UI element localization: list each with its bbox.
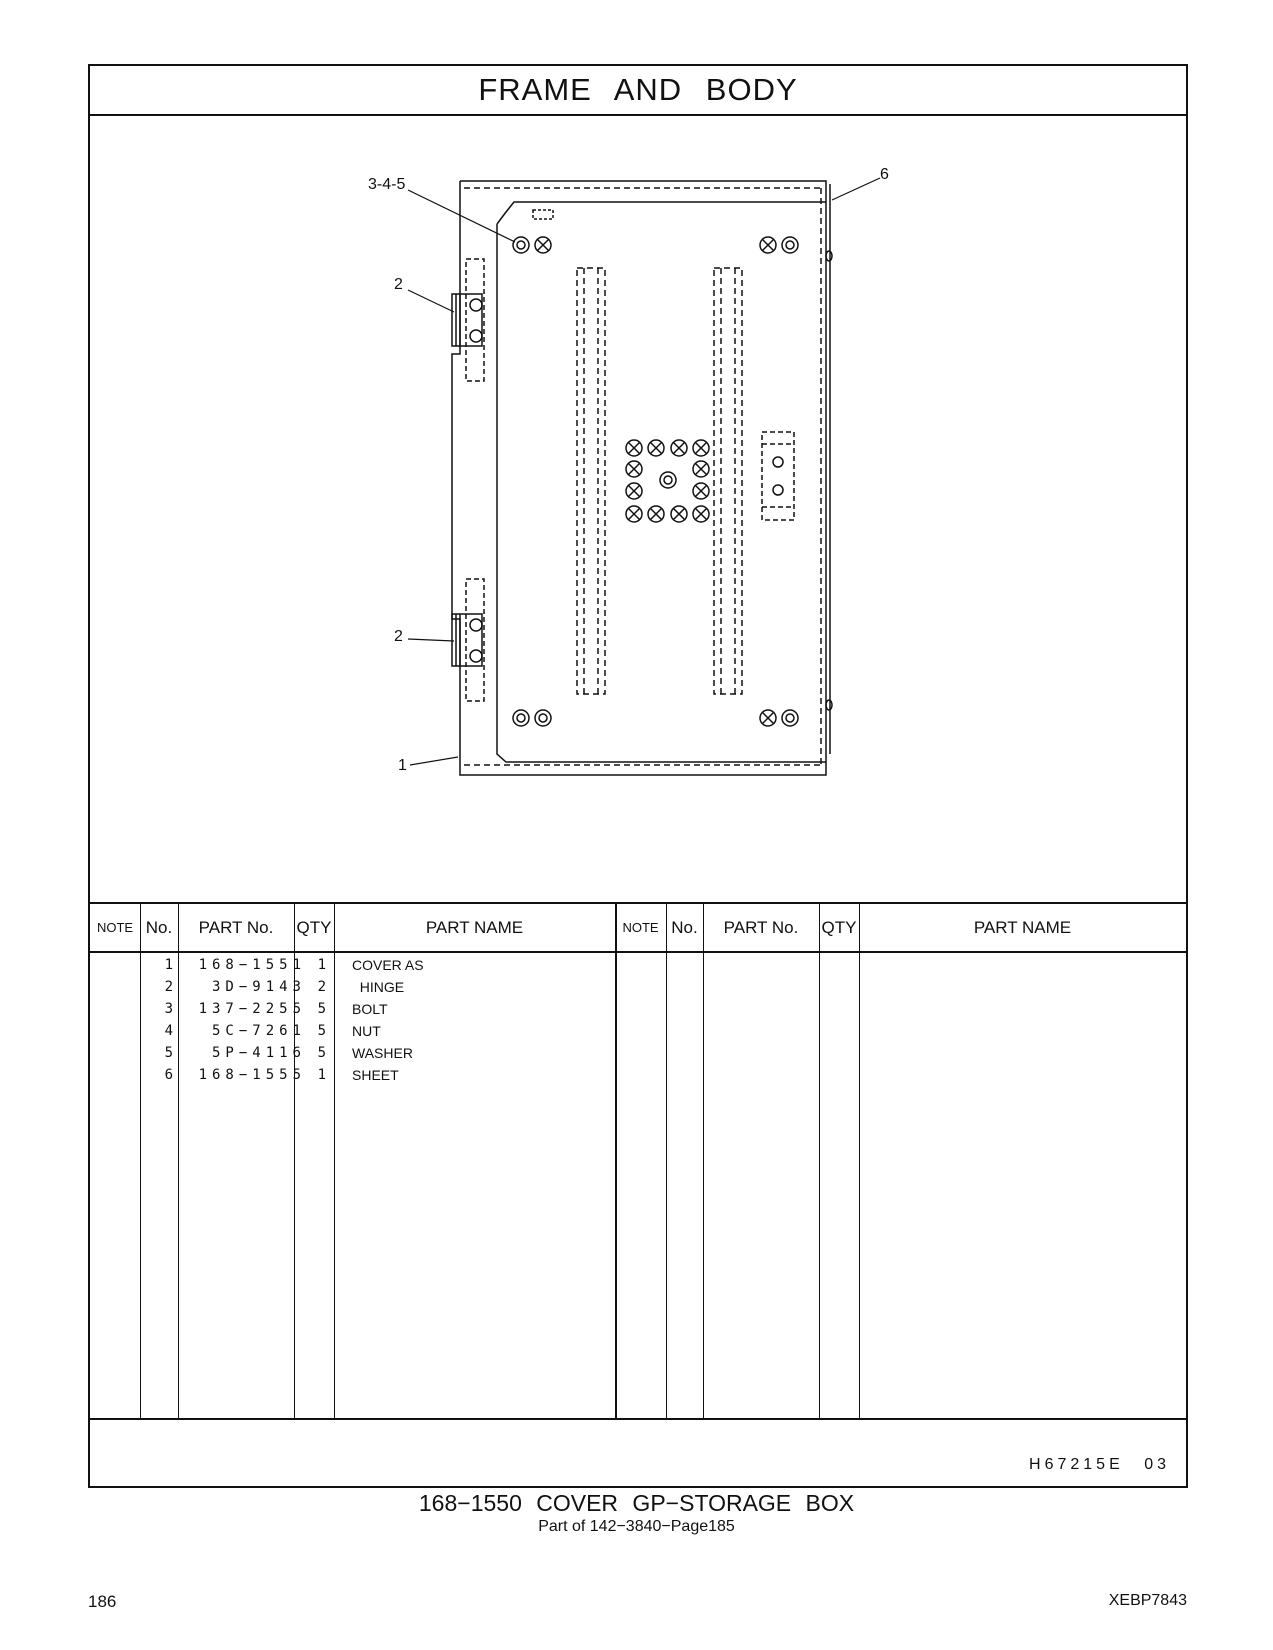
callout-2-top: 2 xyxy=(394,276,403,293)
leader-6 xyxy=(832,178,880,200)
header-note-right: NOTE xyxy=(622,920,659,935)
quantity: 5 xyxy=(317,1045,326,1061)
parts-page-frame xyxy=(88,64,1188,1488)
part-name: SHEET xyxy=(352,1067,399,1083)
label-mark xyxy=(533,210,553,219)
bolt-group-bottom-left xyxy=(513,710,551,726)
item-number: 1 xyxy=(164,957,173,973)
leader-2-top xyxy=(408,290,454,312)
center-bolt-pattern xyxy=(626,440,709,522)
header-part-name-left: PART NAME xyxy=(425,918,524,937)
table-row xyxy=(90,1067,1186,1090)
bolt-group-bottom-right xyxy=(760,710,798,726)
item-number: 6 xyxy=(164,1067,173,1083)
part-name: HINGE xyxy=(352,979,405,995)
lip-tab-bottom xyxy=(826,700,832,710)
item-number: 3 xyxy=(164,1001,173,1017)
hinge-top xyxy=(452,259,484,381)
section-title: FRAME AND BODY xyxy=(478,72,798,107)
part-name: WASHER xyxy=(352,1045,413,1061)
part-number: 168−1555 xyxy=(198,1067,306,1083)
group-caption: 168−1550 COVER GP−STORAGE BOX xyxy=(418,1490,855,1516)
rail-left-outer xyxy=(577,268,605,694)
cover-drawing xyxy=(90,114,1186,902)
bolt-group-top-right xyxy=(760,237,798,253)
quantity: 5 xyxy=(317,1001,326,1017)
header-qty-right: QTY xyxy=(821,918,857,937)
leader-3-4-5 xyxy=(408,190,515,242)
header-note-left: NOTE xyxy=(96,920,134,935)
table-row xyxy=(90,1023,1186,1046)
table-row xyxy=(90,1045,1186,1068)
quantity: 1 xyxy=(317,957,326,973)
header-part-no-left: PART No. xyxy=(198,918,274,937)
rail-right-outer xyxy=(714,268,742,694)
leader-2-bottom xyxy=(408,639,454,641)
group-reference: Part of 142−3840−Page185 xyxy=(538,1518,735,1535)
part-name: COVER AS xyxy=(352,957,424,973)
latch-fastener-1 xyxy=(773,457,783,467)
item-number: 2 xyxy=(164,979,173,995)
header-part-no-right: PART No. xyxy=(723,918,799,937)
header-no-left: No. xyxy=(145,918,173,937)
quantity: 2 xyxy=(317,979,326,995)
quantity: 5 xyxy=(317,1023,326,1039)
leader-1 xyxy=(410,757,458,765)
inner-sheet xyxy=(497,202,826,762)
item-number: 4 xyxy=(164,1023,173,1039)
part-name: BOLT xyxy=(352,1001,388,1017)
parts-table xyxy=(90,902,1186,1420)
latch-bracket xyxy=(762,432,794,520)
callout-3-4-5: 3-4-5 xyxy=(368,176,406,193)
part-number: 3D−9143 xyxy=(211,979,306,995)
part-number: 168−1551 xyxy=(198,957,306,973)
callout-1: 1 xyxy=(398,757,407,774)
item-number: 5 xyxy=(164,1045,173,1061)
header-rule xyxy=(90,951,1186,953)
cover-outline xyxy=(452,181,826,775)
part-number: 5P−4116 xyxy=(211,1045,306,1061)
lip-tab-top xyxy=(826,251,832,261)
bolt-group-top-left xyxy=(513,237,551,253)
part-number: 5C−7261 xyxy=(211,1023,306,1039)
page-number: 186 xyxy=(88,1592,117,1611)
document-id: XEBP7843 xyxy=(1108,1592,1187,1609)
latch-fastener-2 xyxy=(773,485,783,495)
quantity: 1 xyxy=(317,1067,326,1083)
exploded-diagram xyxy=(90,114,1186,904)
callout-6: 6 xyxy=(880,166,889,183)
header-qty-left: QTY xyxy=(296,918,332,937)
section-title-bar xyxy=(90,66,1186,116)
part-name: NUT xyxy=(352,1023,381,1039)
header-no-right: No. xyxy=(671,918,698,937)
table-row xyxy=(90,1001,1186,1024)
header-part-name-right: PART NAME xyxy=(973,918,1072,937)
table-row xyxy=(90,957,1186,980)
drawing-code: H67215E 03 xyxy=(1029,1456,1170,1473)
callout-2-bottom: 2 xyxy=(394,628,403,645)
hinge-bottom xyxy=(452,579,484,701)
table-row xyxy=(90,979,1186,1002)
part-number: 137−2255 xyxy=(198,1001,306,1017)
